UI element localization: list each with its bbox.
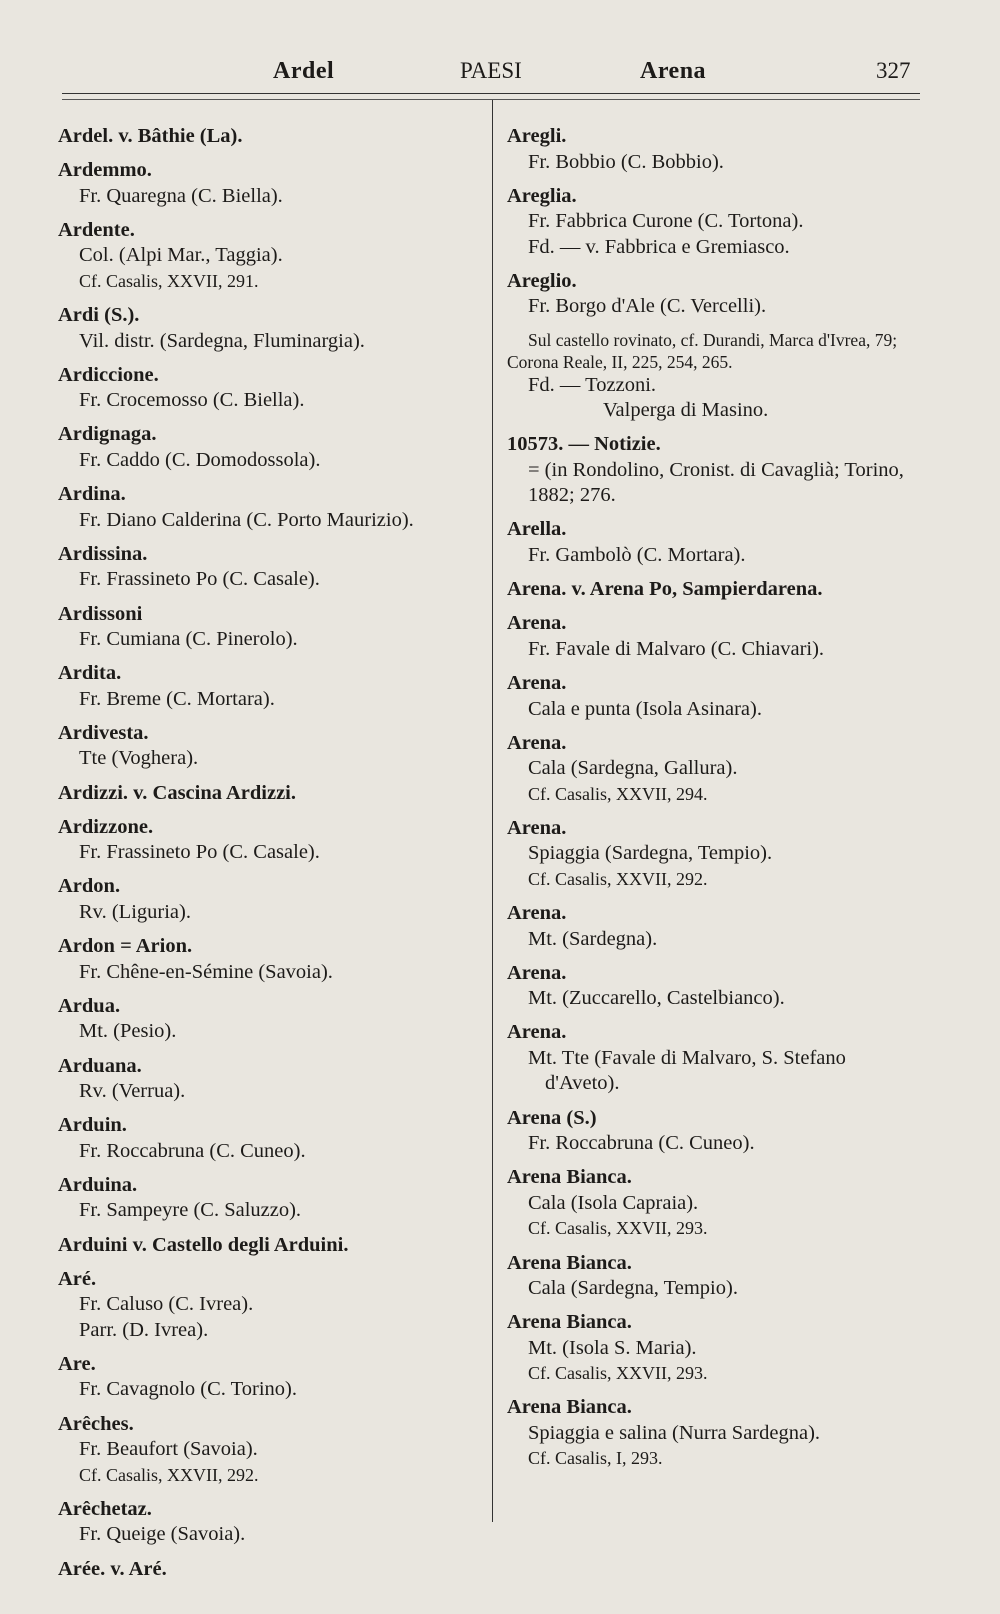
dictionary-entry [58,602,468,653]
entry-headword: Ardi (S.). [58,304,140,327]
dictionary-entry [507,184,917,261]
entry-headword: Arena. [507,816,567,839]
dictionary-entry [58,781,468,807]
entry-line: Mt. Tte (Favale di Malvaro, S. Stefano [528,1046,846,1069]
entry-line: Valperga di Masino. [603,399,769,422]
dictionary-entry [58,422,468,473]
entry-line: Fr. Fabbrica Curone (C. Tortona). [528,210,804,233]
header-rule [62,93,920,94]
entry-headword: Ardente. [58,218,135,241]
dictionary-entry [58,721,468,772]
entry-line: Fr. Breme (C. Mortara). [79,687,275,710]
entry-headword: 10573. — Notizie. [507,433,661,456]
entry-headword: Ardina. [58,483,126,506]
entry-headword: Arée. v. Aré. [58,1557,167,1580]
entry-headword: Arêches. [58,1412,134,1435]
entry-headword: Arduana. [58,1054,142,1077]
entry-line: Fr. Roccabruna (C. Cuneo). [79,1139,306,1162]
running-head-right: Arena [640,58,707,84]
section-title: PAESI [460,58,522,83]
entry-headword: Ardiccione. [58,363,159,386]
entry-citation: Cf. Casalis, XXVII, 291. [79,270,259,291]
entry-line: Mt. (Pesio). [79,1020,177,1043]
entry-line: Spiaggia e salina (Nurra Sardegna). [528,1421,821,1444]
entry-headword: Ardivesta. [58,721,149,744]
dictionary-entry [507,1165,917,1242]
dictionary-entry [58,218,468,295]
entry-line: Fr. Caluso (C. Ivrea). [79,1293,254,1316]
dictionary-entry [58,1113,468,1164]
entry-line: Mt. (Isola S. Maria). [528,1336,697,1359]
entry-line: Fr. Roccabruna (C. Cuneo). [528,1132,755,1155]
dictionary-entry [58,1557,468,1583]
entry-headword: Arena Bianca. [507,1251,632,1274]
entry-headword: Arella. [507,518,567,541]
dictionary-entry [507,1395,917,1472]
entry-line: d'Aveto). [545,1072,620,1095]
entry-headword: Arena. [507,902,567,925]
entry-line: Fr. Crocemosso (C. Biella). [79,389,305,412]
right-column [507,124,917,1481]
dictionary-entry [507,432,917,509]
entry-headword: Arena Bianca. [507,1166,632,1189]
entry-headword: Ardignaga. [58,423,157,446]
dictionary-entry [507,816,917,893]
entry-line: Fr. Caddo (C. Domodossola). [79,448,321,471]
entry-headword: Are. [58,1352,96,1375]
entry-line: Col. (Alpi Mar., Taggia). [79,244,283,267]
page-number: 327 [876,58,911,83]
entry-line: Fr. Queige (Savoia). [79,1523,246,1546]
entry-citation: Cf. Casalis, I, 293. [528,1448,663,1469]
entry-headword: Arena. [507,672,567,694]
entry-citation: Cf. Casalis, XXVII, 293. [528,1363,708,1384]
dictionary-entry [58,482,468,533]
dictionary-entry [507,1020,917,1097]
dictionary-entry [58,661,468,712]
entry-headword: Arena Bianca. [507,1311,632,1334]
dictionary-entry [58,124,468,150]
entry-headword: Arduin. [58,1114,127,1137]
entry-headword: Arduini v. Castello degli Arduini. [58,1233,349,1256]
entry-line: Fr. Beaufort (Savoia). [79,1438,258,1461]
entry-line: Fr. Cumiana (C. Pinerolo). [79,628,298,650]
entry-line: Parr. (D. Ivrea). [79,1318,209,1341]
entry-citation: Cf. Casalis, XXVII, 293. [528,1218,708,1239]
dictionary-entry [507,1106,917,1157]
dictionary-entry [507,961,917,1012]
entry-headword: Arena (S.) [507,1106,597,1129]
entry-headword: Arena. [507,1021,567,1044]
entry-headword: Ardita. [58,662,122,685]
entry-headword: Ardizzi. v. Cascina Ardizzi. [58,781,297,804]
dictionary-entry [507,577,917,603]
dictionary-entry [58,303,468,354]
dictionary-entry [507,611,917,662]
dictionary-entry [58,815,468,866]
entry-headword: Arena Bianca. [507,1396,632,1419]
entry-headword: Arena. v. Arena Po, Sampierdarena. [507,578,823,601]
entry-headword: Arduina. [58,1173,138,1196]
entry-headword: Ardemmo. [58,159,152,182]
entry-line: Fr. Frassineto Po (C. Casale). [79,841,320,864]
column-divider [492,100,493,1522]
header-rule-thin [62,99,920,100]
entry-line: Mt. (Sardegna). [528,927,658,950]
entry-headword: Areglio. [507,269,577,292]
entry-line: Tte (Voghera). [79,747,199,770]
entry-headword: Arena. [507,731,567,754]
entry-headword: Ardissoni [58,602,143,625]
dictionary-entry [58,1267,468,1344]
dictionary-entry [507,124,917,175]
entry-line: Vil. distr. (Sardegna, Fluminargia). [79,329,365,352]
entry-line: Rv. (Verrua). [79,1080,186,1102]
dictionary-entry [58,1233,468,1259]
entry-line: Spiaggia (Sardegna, Tempio). [528,842,773,865]
dictionary-entry [507,671,917,722]
entry-line: Fr. Frassineto Po (C. Casale). [79,568,320,591]
dictionary-entry [58,1352,468,1403]
entry-line: Cala (Sardegna, Tempio). [528,1277,738,1299]
entry-citation: Cf. Casalis, XXVII, 292. [528,868,708,889]
entry-line: Fr. Favale di Malvaro (C. Chiavari). [528,637,825,660]
dictionary-entry [507,731,917,808]
entry-headword: Areglia. [507,184,577,207]
dictionary-entry [58,542,468,593]
entry-headword: Ardizzone. [58,815,154,838]
entry-headword: Arena. [507,612,567,635]
dictionary-entry [58,1412,468,1489]
entry-line: Fr. Sampeyre (C. Saluzzo). [79,1199,302,1222]
dictionary-entry [58,1054,468,1105]
entry-line: Fr. Borgo d'Ale (C. Vercelli). [528,295,767,318]
entry-citation: Cf. Casalis, XXVII, 292. [79,1464,259,1485]
entry-headword: Ardon = Arion. [58,935,193,958]
entry-line: Cala e punta (Isola Asinara). [528,697,762,720]
entry-line: Fr. Bobbio (C. Bobbio). [528,150,724,173]
dictionary-entry [58,994,468,1045]
entry-headword: Arena. [507,961,567,984]
entry-line: Fr. Diano Calderina (C. Porto Maurizio). [79,508,414,531]
entry-line: Rv. (Liguria). [79,900,191,923]
entry-line: Fr. Chêne-en-Sémine (Savoia). [79,960,333,983]
entry-line: Fd. — Tozzoni. [528,373,657,396]
entry-headword: Arêchetaz. [58,1497,152,1520]
entry-line: Fr. Gambolò (C. Mortara). [528,543,746,566]
dictionary-entry [58,1173,468,1224]
entry-line: Fr. Cavagnolo (C. Torino). [79,1378,297,1401]
running-head-left: Ardel [273,58,335,84]
dictionary-entry [58,934,468,985]
dictionary-entry [58,874,468,925]
entry-line: Cala (Isola Capraia). [528,1191,699,1214]
entry-headword: Ardel. v. Bâthie (La). [58,125,243,147]
entry-line: Fr. Quaregna (C. Biella). [79,184,283,207]
entry-line: Cala (Sardegna, Gallura). [528,757,738,780]
dictionary-entry [58,363,468,414]
entry-headword: Aré. [58,1267,97,1290]
entry-headword: Ardua. [58,994,121,1017]
entry-citation: Cf. Casalis, XXVII, 294. [528,783,708,804]
dictionary-entry [507,901,917,952]
dictionary-entry [507,269,917,320]
dictionary-entry [507,1251,917,1302]
dictionary-entry [507,517,917,568]
dictionary-entry [58,1497,468,1548]
dictionary-entry [507,329,917,424]
left-column [58,124,468,1591]
dictionary-entry [507,1310,917,1387]
entry-line: = (in Rondolino, Cronist. di Cavaglià; Torino, 1882; 276. [528,458,904,507]
dictionary-entry [58,158,468,209]
entry-line: Fd. — v. Fabbrica e Gremiasco. [528,235,790,258]
entry-headword: Ardon. [58,875,121,898]
entry-note: Sul castello rovinato, cf. Durandi, Marca d'Ivrea, 79; Corona Reale, II, 225, 254, 265. [507,329,898,372]
entry-line: Mt. (Zuccarello, Castelbianco). [528,987,785,1010]
entry-headword: Ardissina. [58,542,148,565]
entry-headword: Aregli. [507,125,567,147]
